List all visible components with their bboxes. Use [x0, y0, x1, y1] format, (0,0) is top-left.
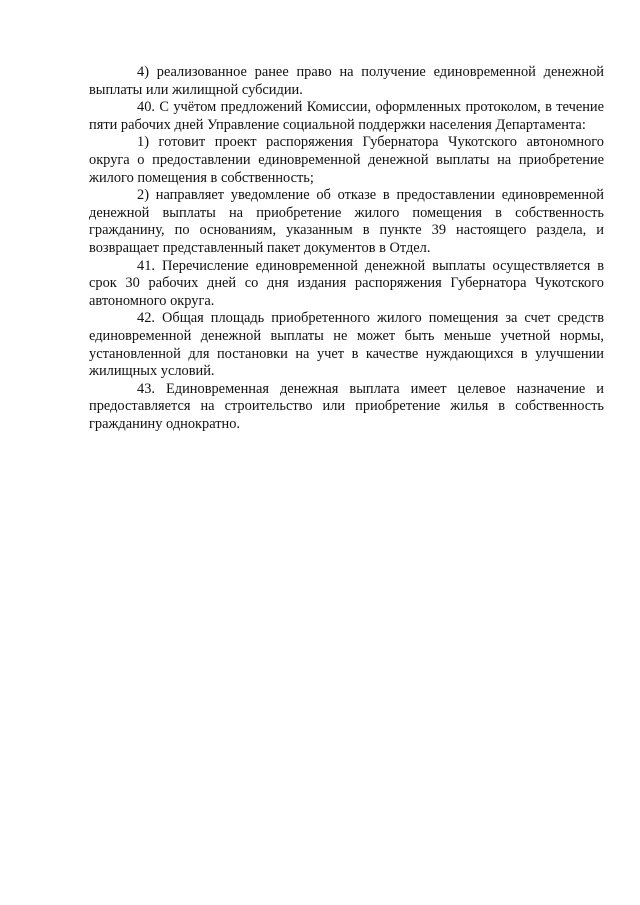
paragraph-item-2: 2) направляет уведомление об отказе в предоставлении единовременной денежной выплаты на приобретение жилого помещения в собственность гражданину, по основаниям, указанным в пункте 39 настоящего раздела, и возвращает представленный пакет документов в Отдел.	[89, 187, 604, 256]
paragraph-42: 42. Общая площадь приобретенного жилого помещения за счет средств единовременной денежной выплаты не может быть меньше учетной нормы, установленной для постановки на учет в качестве нуждающихся в улучшении жилищных условий.	[89, 310, 604, 380]
paragraph-item-1: 1) готовит проект распоряжения Губернатора Чукотского автономного округа о предоставлении единовременной денежной выплаты на приобретение жилого помещения в собственность;	[89, 134, 604, 186]
paragraph-41: 41. Перечисление единовременной денежной выплаты осуществляется в срок 30 рабочих дней со дня издания распоряжения Губернатора Чукотского автономного округа.	[89, 257, 604, 309]
paragraph-43: 43. Единовременная денежная выплата имеет целевое назначение и предоставляется на строительство или приобретение жилья в собственность гражданину однократно.	[89, 380, 604, 432]
document-body	[89, 64, 604, 433]
paragraph-item-4: 4) реализованное ранее право на получение единовременной денежной выплаты или жилищной субсидии.	[89, 64, 604, 98]
paragraph-40: 40. С учётом предложений Комиссии, оформленных протоколом, в течение пяти рабочих дней Управление социальной поддержки населения Департамента:	[89, 99, 604, 133]
